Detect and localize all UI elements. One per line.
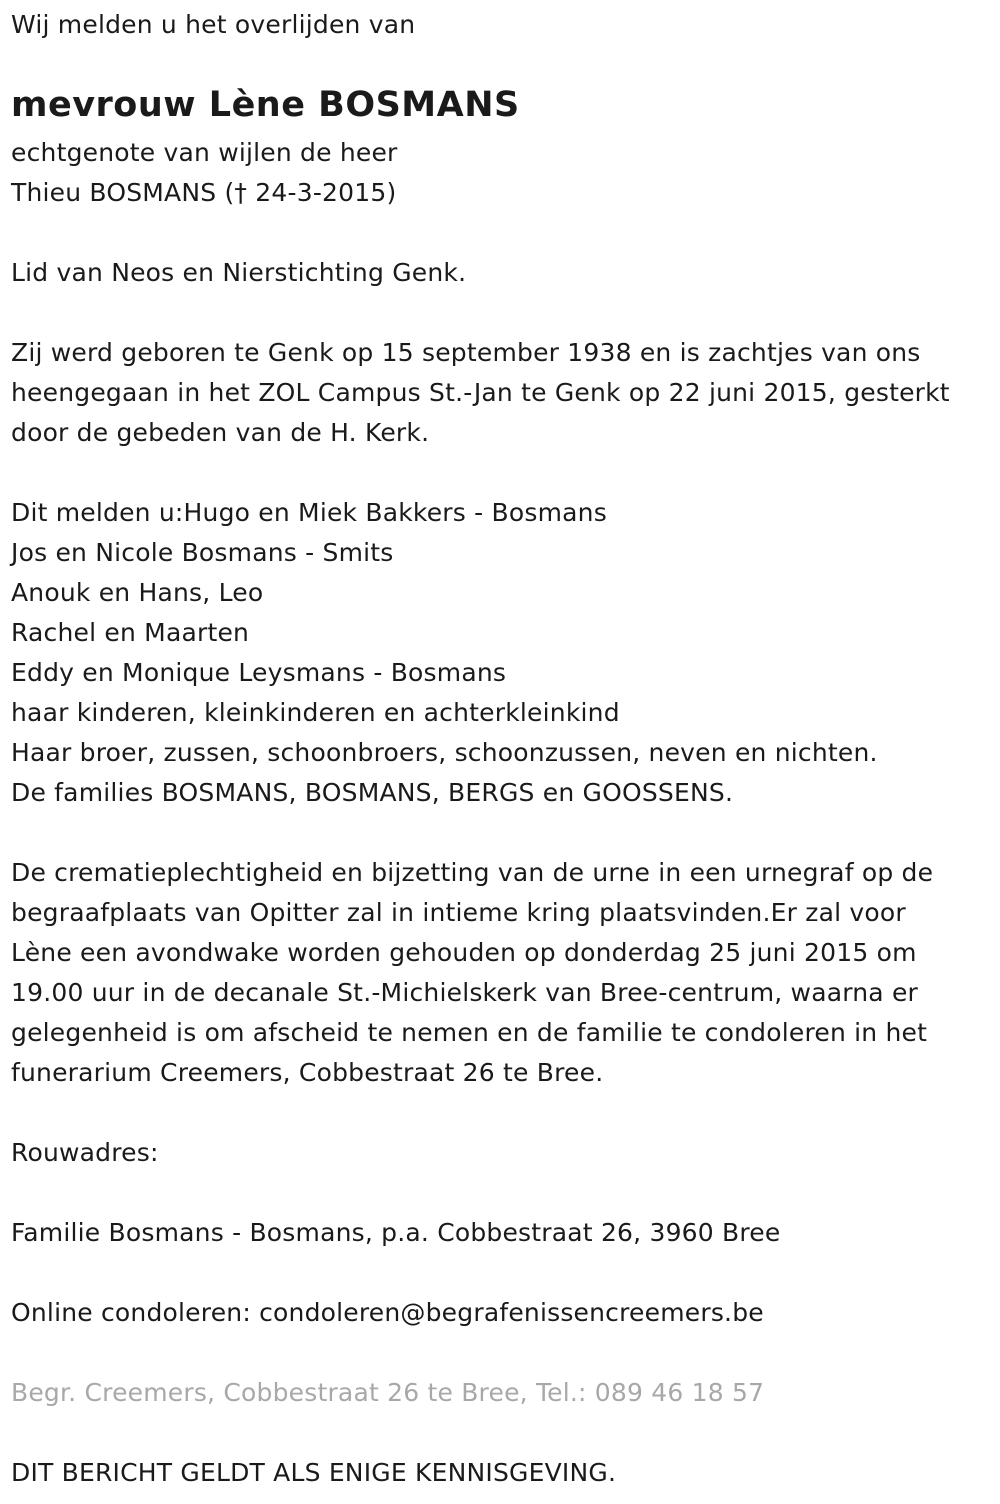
family-line: haar kinderen, kleinkinderen en achterkleinkind bbox=[11, 698, 620, 727]
mourning-address: Familie Bosmans - Bosmans, p.a. Cobbestraat 26, 3960 Bree bbox=[11, 1218, 781, 1247]
ceremony-line: 19.00 uur in de decanale St.-Michielskerk van Bree-centrum, waarna er bbox=[11, 978, 919, 1007]
family-line: Anouk en Hans, Leo bbox=[11, 578, 264, 607]
family-line: Haar broer, zussen, schoonbroers, schoonzussen, neven en nichten. bbox=[11, 738, 878, 767]
ceremony-line: Lène een avondwake worden gehouden op donderdag 25 juni 2015 om bbox=[11, 938, 917, 967]
intro-text: Wij melden u het overlijden van bbox=[11, 10, 416, 39]
ceremony-line: begraafplaats van Opitter zal in intieme kring plaatsvinden.Er zal voor bbox=[11, 898, 906, 927]
ceremony-line: funerarium Creemers, Cobbestraat 26 te Bree. bbox=[11, 1058, 604, 1087]
birth-death-line: Zij werd geboren te Genk op 15 september 1938 en is zachtjes van ons bbox=[11, 338, 921, 367]
deceased-name: mevrouw Lène BOSMANS bbox=[11, 85, 520, 125]
closing-statement: DIT BERICHT GELDT ALS ENIGE KENNISGEVING. bbox=[11, 1458, 617, 1487]
family-line: Eddy en Monique Leysmans - Bosmans bbox=[11, 658, 507, 687]
family-line: De families BOSMANS, BOSMANS, BERGS en GOOSSENS. bbox=[11, 778, 734, 807]
undertaker-info: Begr. Creemers, Cobbestraat 26 te Bree, Tel.: 089 46 18 57 bbox=[11, 1378, 765, 1407]
birth-death-line: door de gebeden van de H. Kerk. bbox=[11, 418, 430, 447]
online-condolence: Online condoleren: condoleren@begrafenissencreemers.be bbox=[11, 1298, 764, 1327]
birth-death-line: heengegaan in het ZOL Campus St.-Jan te Genk op 22 juni 2015, gesterkt bbox=[11, 378, 950, 407]
ceremony-line: gelegenheid is om afscheid te nemen en de familie te condoleren in het bbox=[11, 1018, 928, 1047]
membership-text: Lid van Neos en Nierstichting Genk. bbox=[11, 258, 467, 287]
family-line: Dit melden u:Hugo en Miek Bakkers - Bosmans bbox=[11, 498, 607, 527]
family-line: Jos en Nicole Bosmans - Smits bbox=[11, 538, 394, 567]
relation-line-2: Thieu BOSMANS († 24-3-2015) bbox=[11, 178, 397, 207]
ceremony-line: De crematieplechtigheid en bijzetting van de urne in een urnegraf op de bbox=[11, 858, 934, 887]
family-line: Rachel en Maarten bbox=[11, 618, 250, 647]
address-label: Rouwadres: bbox=[11, 1138, 159, 1167]
relation-line-1: echtgenote van wijlen de heer bbox=[11, 138, 398, 167]
